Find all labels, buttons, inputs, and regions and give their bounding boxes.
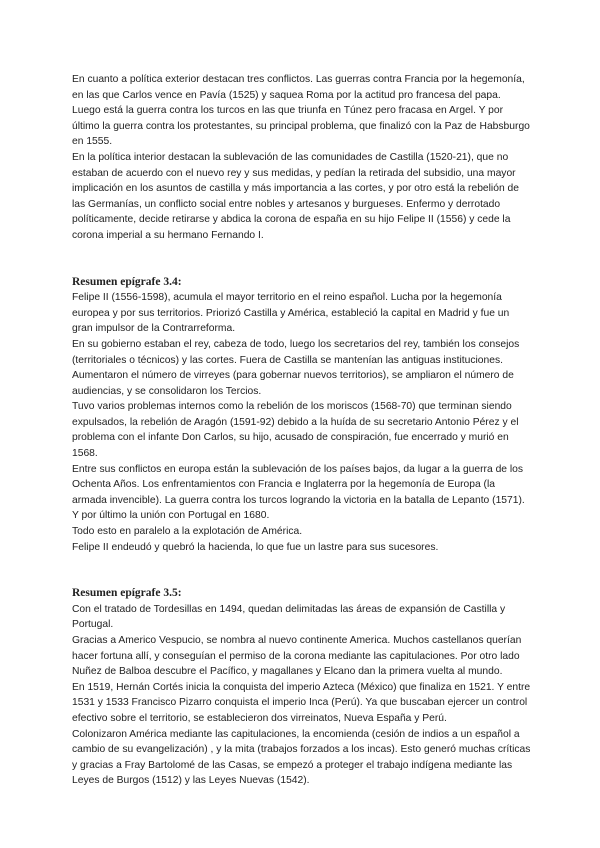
paragraph: En cuanto a política exterior destacan tres conflictos. Las guerras contra Francia por la hegemonía, en las que Carlos vence en Pavía (1525) y saquea Roma por la actitud pro francesa del papa. Luego está la guerra contra los turcos en las que triunfa en Túnez pero fracasa en Argel. Y por último la guerra contra los protestantes, su principal problema, que finalizó con la Paz de Habsburgo en 1555. <box>72 74 530 148</box>
paragraph: Con el tratado de Tordesillas en 1494, quedan delimitadas las áreas de expansión de Castilla y Portugal. <box>72 603 506 631</box>
paragraph: Felipe II (1556-1598), acumula el mayor territorio en el reino español. Lucha por la hegemonía europea y por sus territorios. Priorizó Castilla y América, estableció la capital en Madrid y fue un gran impulsor de la Contrarreforma. <box>72 292 510 335</box>
paragraph: Felipe II endeudó y quebró la hacienda, lo que fue un lastre para sus sucesores. <box>72 541 439 553</box>
section-3-4 <box>72 275 532 556</box>
paragraph: Todo esto en paralelo a la explotación de América. <box>72 526 303 538</box>
paragraph: En 1519, Hernán Cortés inicia la conquista del imperio Azteca (México) que finaliza en 1521. Y entre 1531 y 1533 Francisco Pizarro conquista el imperio Inca (Perú). Ya que buscaban ejercer un control efectivo sobre el territorio, se establecieron dos virreinatos, Nueva España y Perú. <box>72 681 531 724</box>
paragraph: Colonizaron América mediante las capitulaciones, la encomienda (cesión de indios a un español a cambio de su evangelización) , y la mita (trabajos forzados a los incas). Esto generó muchas críticas y gracias a Fray Bartolomé de las Casas, se empezó a proteger el trabajo indígena mediante las Leyes de Burgos (1512) y las Leyes Nuevas (1542). <box>72 728 531 787</box>
document-page <box>72 72 532 789</box>
section-spacer <box>72 244 532 275</box>
section-3-3 <box>72 72 532 244</box>
section-3-5 <box>72 586 532 789</box>
paragraph: En la política interior destacan la sublevación de las comunidades de Castilla (1520-21), que no estaban de acuerdo con el nuevo rey y sus medidas, y pedían la retirada del subsidio, una mayor implicación en los asuntos de castilla y más importancia a las cortes, y por otro está la rebelión de las Germanías, un conflicto social entre nobles y artesanos y burgueses. Enfermo y derrotado políticamente, decide retirarse y abdica la corona de españa en su hijo Felipe II (1556) y cede la corona imperial a su hermano Fernando I. <box>72 151 519 241</box>
paragraph: En su gobierno estaban el rey, cabeza de todo, luego los secretarios del rey, también los consejos (territoriales o técnicos) y las cortes. Fuera de Castilla se mantenían las antiguas instituciones. Aumentaron el número de virreyes (para gobernar nuevos territorios), se ampliaron el número de audiencias, y se consolidaron los Tercios. <box>72 338 520 397</box>
section-heading: Resumen epígrafe 3.5: <box>72 587 182 600</box>
section-spacer <box>72 555 532 586</box>
section-heading: Resumen epígrafe 3.4: <box>72 275 182 288</box>
paragraph: Tuvo varios problemas internos como la rebelión de los moriscos (1568-70) que terminan siendo expulsados, la rebelión de Aragón (1591-92) debido a la huída de su secretario Antonio Pérez y el problema con el infante Don Carlos, su hijo, acusado de conspiración, fue encerrado y murió en 1568. <box>72 401 519 460</box>
paragraph: Entre sus conflictos en europa están la sublevación de los países bajos, da lugar a la guerra de los Ochenta Años. Los enfrentamientos con Francia e Inglaterra por la hegemonía de Europa (la armada invencible). La guerra contra los turcos logrando la victoria en la batalla de Lepanto (1571). Y por último la unión con Portugal en 1680. <box>72 463 525 522</box>
paragraph: Gracias a Americo Vespucio, se nombra al nuevo continente America. Muchos castellanos querían hacer fortuna allí, y conseguían el permiso de la corona mediante las capitulaciones. Por otro lado Nuñez de Balboa descubre el Pacífico, y magallanes y Elcano dan la primera vuelta al mundo. <box>72 635 522 678</box>
